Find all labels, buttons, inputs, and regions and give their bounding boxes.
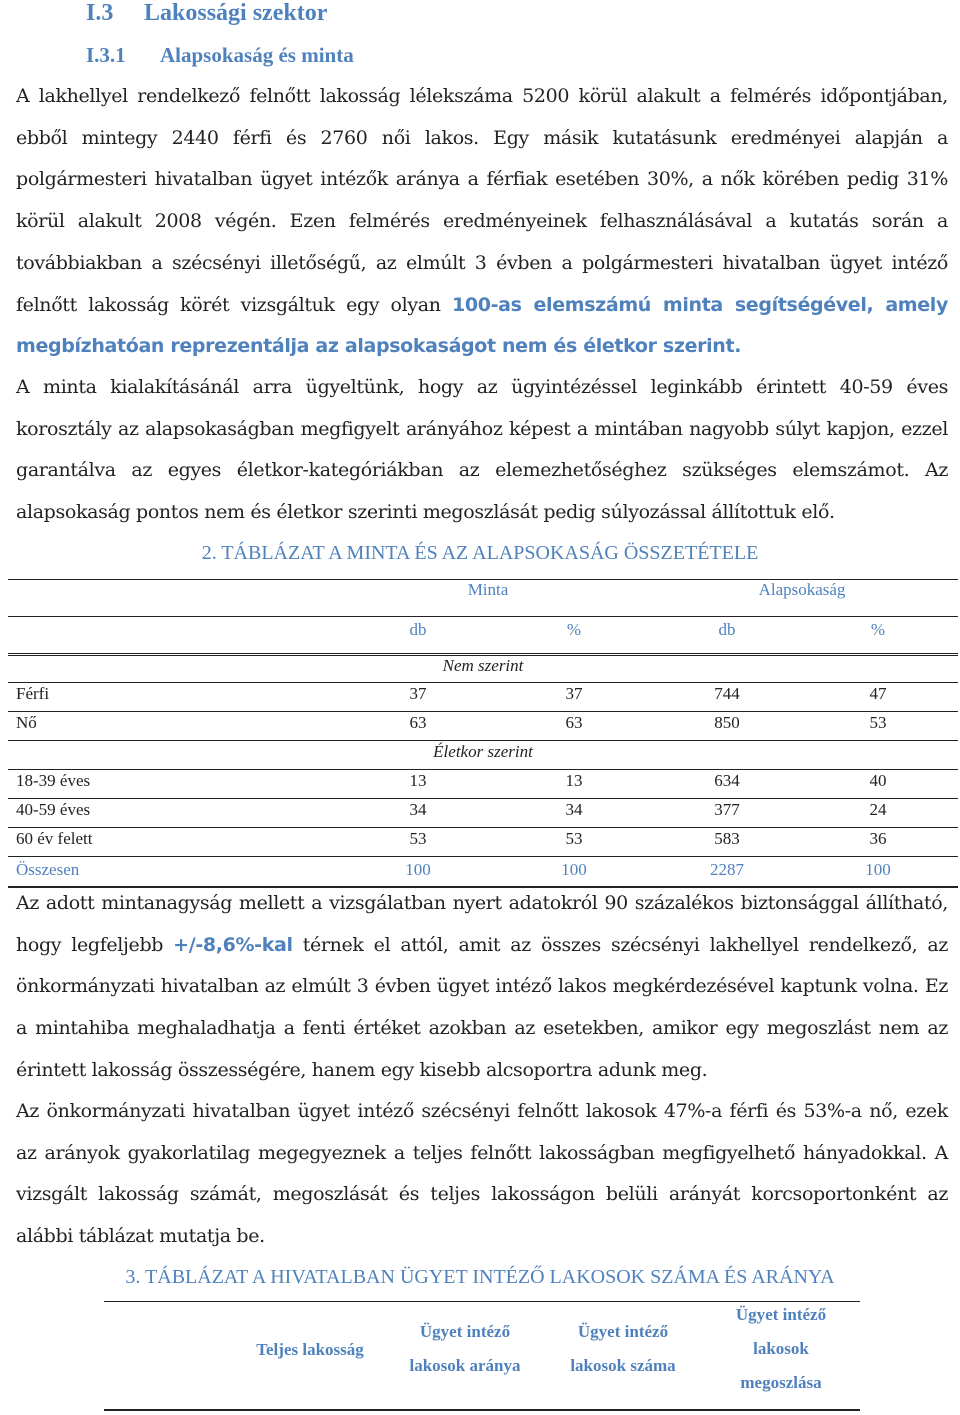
total-value: 100 [561, 860, 587, 879]
highlighted-text: 100-as elemszámú minta segítségével, amely megbízhatóan reprezentálja az alapsokaságot nem és életkor szerint. [16, 293, 948, 358]
subsection-title: Alapsokaság és minta [160, 43, 354, 67]
column-group-sample: Minta [467, 580, 509, 599]
cell-value: 37 [565, 684, 583, 703]
column-header: Teljes lakosság [256, 1340, 364, 1359]
table-caption: 2. TÁBLÁZAT A MINTA ÉS AZ ALAPSOKASÁG ÖSSZETÉTELE [201, 542, 759, 564]
table-rule [8, 711, 958, 712]
cell-value: 34 [565, 800, 583, 819]
column-header-count: db [718, 620, 736, 639]
cell-value: 744 [714, 684, 740, 703]
column-header: Ügyet intéző lakosok megoszlása [735, 1305, 827, 1392]
column-header-percent: % [566, 620, 582, 639]
column-header: Ügyet intéző lakosok száma [570, 1322, 676, 1375]
cell-value: 34 [409, 800, 427, 819]
total-label: Összesen [16, 860, 80, 879]
table-rule [8, 856, 958, 857]
table-rule [8, 769, 958, 770]
table-rule [8, 653, 958, 654]
paragraph-text: térnek el attól, amit az összes szécsényi lakhellyel rendelkező, az önkormányzati hivatalban az elmúlt 3 évben ügyet intéző lakos megkérdezésével kaptunk volna. Ez a mintahiba meghaladhatja a fenti értéket azokban az esetekben, amikor egy megoszlást nem az érintett lakosság összességére, hanem egy kisebb alcsoportra adunk meg. [16, 933, 948, 1081]
row-label: Férfi [16, 684, 50, 703]
cell-value: 47 [869, 684, 887, 703]
cell-value: 63 [565, 713, 583, 732]
table-rule [8, 616, 958, 617]
section-heading [86, 0, 327, 26]
paragraph-gender-ratio: Az önkormányzati hivatalban ügyet intéző szécsényi felnőtt lakosok 47%-a férfi és 53%-a nő, ezek az arányok gyakorlatilag megegyeznek a teljes felnőtt lakosságban megfigyelhető hányadokkal. A vizsgált lakosság számát, megoszlását és teljes lakosságon belüli arányát korcsoportonként az alábbi táblázat mutatja be. [16, 1100, 948, 1248]
section-title: Lakossági szektor [144, 0, 328, 26]
cell-value: 634 [714, 771, 740, 790]
cell-value: 13 [565, 771, 583, 790]
subsection-heading [86, 42, 354, 68]
cell-value: 53 [869, 713, 887, 732]
cell-value: 850 [714, 713, 740, 732]
column-header-percent: % [870, 620, 886, 639]
cell-value: 53 [409, 829, 427, 848]
cell-value: 63 [409, 713, 427, 732]
row-label: 18-39 éves [16, 771, 91, 790]
cell-value: 40 [869, 771, 887, 790]
section-number: I.3 [86, 0, 114, 26]
subsection-number: I.3.1 [86, 43, 126, 67]
table-rule [8, 827, 958, 828]
table-rule [104, 1409, 860, 1411]
table-rule [8, 798, 958, 799]
paragraph-sampling-error [16, 883, 948, 1092]
cell-value: 377 [714, 800, 740, 819]
table-rule [8, 682, 958, 683]
section-label: Életkor szerint [433, 742, 533, 761]
cell-value: 36 [869, 829, 887, 848]
column-header: Ügyet intéző lakosok aránya [409, 1322, 521, 1375]
cell-value: 37 [409, 684, 427, 703]
table-rule [8, 740, 958, 741]
row-label: 40-59 éves [16, 800, 91, 819]
total-value: 2287 [710, 860, 744, 879]
column-header-count: db [409, 620, 427, 639]
cell-value: 13 [409, 771, 427, 790]
table-caption: 3. TÁBLÁZAT A HIVATALBAN ÜGYET INTÉZŐ LAKOSOK SZÁMA ÉS ARÁNYA [125, 1266, 835, 1288]
section-label: Nem szerint [442, 656, 524, 675]
row-label: 60 év felett [16, 829, 93, 848]
highlighted-text: +/-8,6%-kal [173, 933, 293, 956]
cell-value: 583 [714, 829, 740, 848]
paragraph-text: A lakhellyel rendelkező felnőtt lakosság lélekszáma 5200 körül alakult a felmérés időpontjában, ebből mintegy 2440 férfi és 2760 női lakos. Egy másik kutatásunk eredményei alapján a polgármesteri hivatalban ügyet intézők aránya a férfiak esetében 30%, a nők körében pedig 31% körül alakult 2008 végén. Ezen felmérés eredményeinek felhasználásával a kutatás során a továbbiakban a szécsényi illetőségű, az elmúlt 3 évben a polgármesteri hivatalban ügyet intéző felnőtt lakosság körét vizsgáltuk egy olyan [16, 85, 948, 316]
paragraph-population [16, 76, 948, 368]
office-clients-table [104, 1298, 860, 1415]
cell-value: 24 [869, 800, 887, 819]
row-label: Nő [16, 713, 37, 732]
total-value: 100 [865, 860, 891, 879]
cell-value: 53 [565, 829, 583, 848]
total-value: 100 [405, 860, 431, 879]
paragraph-text: Az adott mintanagyság mellett a vizsgálatban nyert adatokról 90 százalékos biztonsággal állítható, hogy legfeljebb [16, 892, 948, 956]
paragraph-sample-design: A minta kialakításánál arra ügyeltünk, hogy az ügyintézéssel leginkább érintett 40-59 éves korosztály az alapsokaságban megfigyelt arányához képest a mintában nagyobb súlyt kapjon, ezzel garantálva az egyes életkor-kategóriákban az elemezhetőséghez szükséges elemszámot. Az alapsokaság pontos nem és életkor szerinti megoszlását pedig súlyozással állítottuk elő. [16, 376, 948, 524]
column-group-population: Alapsokaság [758, 580, 846, 599]
